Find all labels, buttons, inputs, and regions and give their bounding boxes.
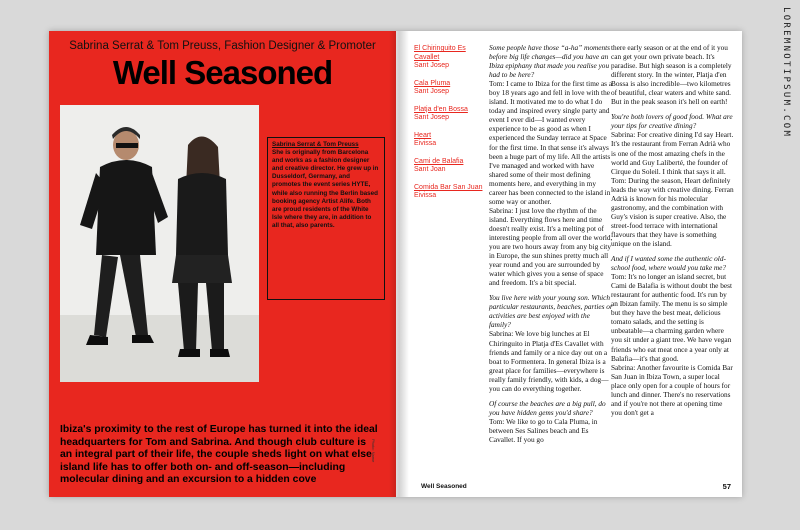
question-paragraph: You're both lovers of good food. What are your tips for creative dining? bbox=[611, 112, 733, 131]
running-footer-title: Well Seasoned bbox=[421, 483, 467, 490]
answer-paragraph: Sabrina: Another favourite is Comida Bar San Juan in Ibiza Town, a super local place only open for a couple of hours for lunch and dinner. There's no reservations and if you're not there at opening time you don't get a bbox=[611, 362, 733, 417]
bio-box bbox=[267, 137, 385, 300]
location-name: Heart bbox=[414, 131, 432, 139]
article-headline: Well Seasoned bbox=[112, 54, 333, 91]
location-name: El Chiringuito Es Cavallet bbox=[414, 45, 466, 61]
answer-paragraph: Sabrina: We love big lunches at El Chiringuito in Platja d'Es Cavallet with friends and family or a nice day out on a boat to Formentera. In general Ibiza is a great place for families—everywhere is really family friendly, with kids, a dog—you can do everything together. bbox=[489, 329, 609, 393]
question-paragraph: And if I wanted some the authentic old-school food, where would you take me? bbox=[611, 254, 727, 273]
location-area: Eivissa bbox=[414, 140, 437, 147]
answer-paragraph: Tom: It's no longer an island secret, but Cami de Balafia is without doubt the best restaurant for authentic food. It's run by an Ibizan family. The menu is so simple but they have the best meat, delicious tomato salads, and the setting is unbeatable—a charming garden where you sit under a giant tree. We have vegan friends who eat meat once a year only at Balafia—it's that good. bbox=[611, 272, 732, 363]
answer-paragraph: Sabrina: For creative dining I'd say Heart. It's the restaurant from Ferran Adrià who is one of the most amazing chefs in the world and Guy Laliberté, the founder of Cirque du Soleil. I think that says it all. bbox=[611, 130, 734, 176]
answer-paragraph: Tom: We like to go to Cala Pluma, in between Ses Salines beach and Es Cavallet. If you go bbox=[489, 416, 598, 444]
location-entry bbox=[414, 45, 484, 71]
location-entry bbox=[414, 80, 484, 97]
locations-sidebar bbox=[414, 45, 484, 210]
location-entry bbox=[414, 158, 484, 175]
magazine-spread bbox=[49, 31, 742, 497]
location-area: Sant Josep bbox=[414, 88, 450, 95]
page-number: 57 bbox=[722, 482, 731, 491]
location-area: Sant Joan bbox=[414, 166, 446, 173]
question-paragraph: You live here with your young son. Which particular restaurants, beaches, parties or activities are best enjoyed with the family? bbox=[489, 293, 613, 330]
location-area: Eivissa bbox=[414, 192, 437, 199]
bio-text: She is originally from Barcelona and works as a fashion designer and creative director. He grew up in Dusseldorf, Germany, and promotes the event series HYTE, while also running the Berlin based booking agency Artist Alife. Both are proud residents of the White Isle where they are, in addition to all that, also parents. bbox=[272, 149, 379, 229]
portrait-photo bbox=[60, 105, 259, 382]
location-area: Sant Josep bbox=[414, 114, 450, 121]
location-area: Sant Josep bbox=[414, 62, 450, 69]
answer-paragraph: Tom: During the season, Heart definitely leads the way with creative dining. Ferran Adrià is known for his molecular gastronomy, and the combination with Guy's vision is super creative. Also, the street-food terrace with international flavours that they have is something unique on the island. bbox=[611, 175, 734, 248]
location-entry bbox=[414, 132, 484, 149]
portrait-illustration bbox=[60, 105, 259, 382]
answer-paragraph: there early season or at the end of it you can get your own private beach. It's paradise. But high season is a completely different story. In the winter, Platja d'en Bossa is also incredible—two kilometres of beautiful, clear waters and white sand. But in the peak season it's hell on earth! bbox=[611, 43, 732, 107]
photo-credit: Photo: Name bbox=[371, 439, 376, 463]
answer-paragraph: Tom: I came to Ibiza for the first time as a boy 18 years ago and fell in love with the island. It motivated me to do what I do today and inspired every single party and event I ever did—I wanted every experience to be as good as when I experienced the Sunday terrace at Space for the first time. In that sense it's always been a huge part of my life. All the artists I've managed and worked with have shared some of their most defining moments here, and everything in my career has been connected to the island in some way or another. bbox=[489, 79, 613, 206]
text-column-2 bbox=[611, 43, 735, 417]
article-intro: Ibiza's proximity to the rest of Europe has turned it into the ideal headquarters for Tom and Sabrina. And though club culture is an integral part of their life, the couple sheds light on what else island life has to offer both on- and off-season—including molecular dining and an excursion to a hidden cove bbox=[60, 424, 378, 486]
answer-paragraph: Sabrina: I just love the rhythm of the island. Everything flows here and time doesn't really exist. It's a melting pot of interesting people from all over the world, you are two hours away from any big city in Europe, the sun shines pretty much all year round and you are surrounded by water which gives you a sense of space and freedom. It's a bit special. bbox=[489, 205, 613, 288]
text-column-1 bbox=[489, 43, 613, 444]
question-paragraph: Of course the beaches are a big pull, do you have hidden gems you'd share? bbox=[489, 398, 606, 417]
bio-name: Sabrina Serrat & Tom Preuss bbox=[272, 141, 359, 148]
question-paragraph: Some people have those “a-ha” moments before big life changes—did you have an Ibiza epiphany that made you realise you had to be here? bbox=[489, 43, 610, 80]
location-name: Comida Bar San Juan bbox=[414, 183, 483, 191]
right-page bbox=[396, 31, 742, 497]
location-name: Platja d'en Bossa bbox=[414, 105, 468, 113]
left-page bbox=[49, 31, 396, 497]
location-entry bbox=[414, 184, 484, 201]
site-watermark: LOREMNOTIPSUM.COM bbox=[781, 7, 791, 139]
location-entry bbox=[414, 106, 484, 123]
location-name: Cami de Balafia bbox=[414, 157, 464, 165]
article-subtitle: Sabrina Serrat & Tom Preuss, Fashion Designer & Promoter bbox=[69, 40, 376, 52]
location-name: Cala Pluma bbox=[414, 79, 451, 87]
